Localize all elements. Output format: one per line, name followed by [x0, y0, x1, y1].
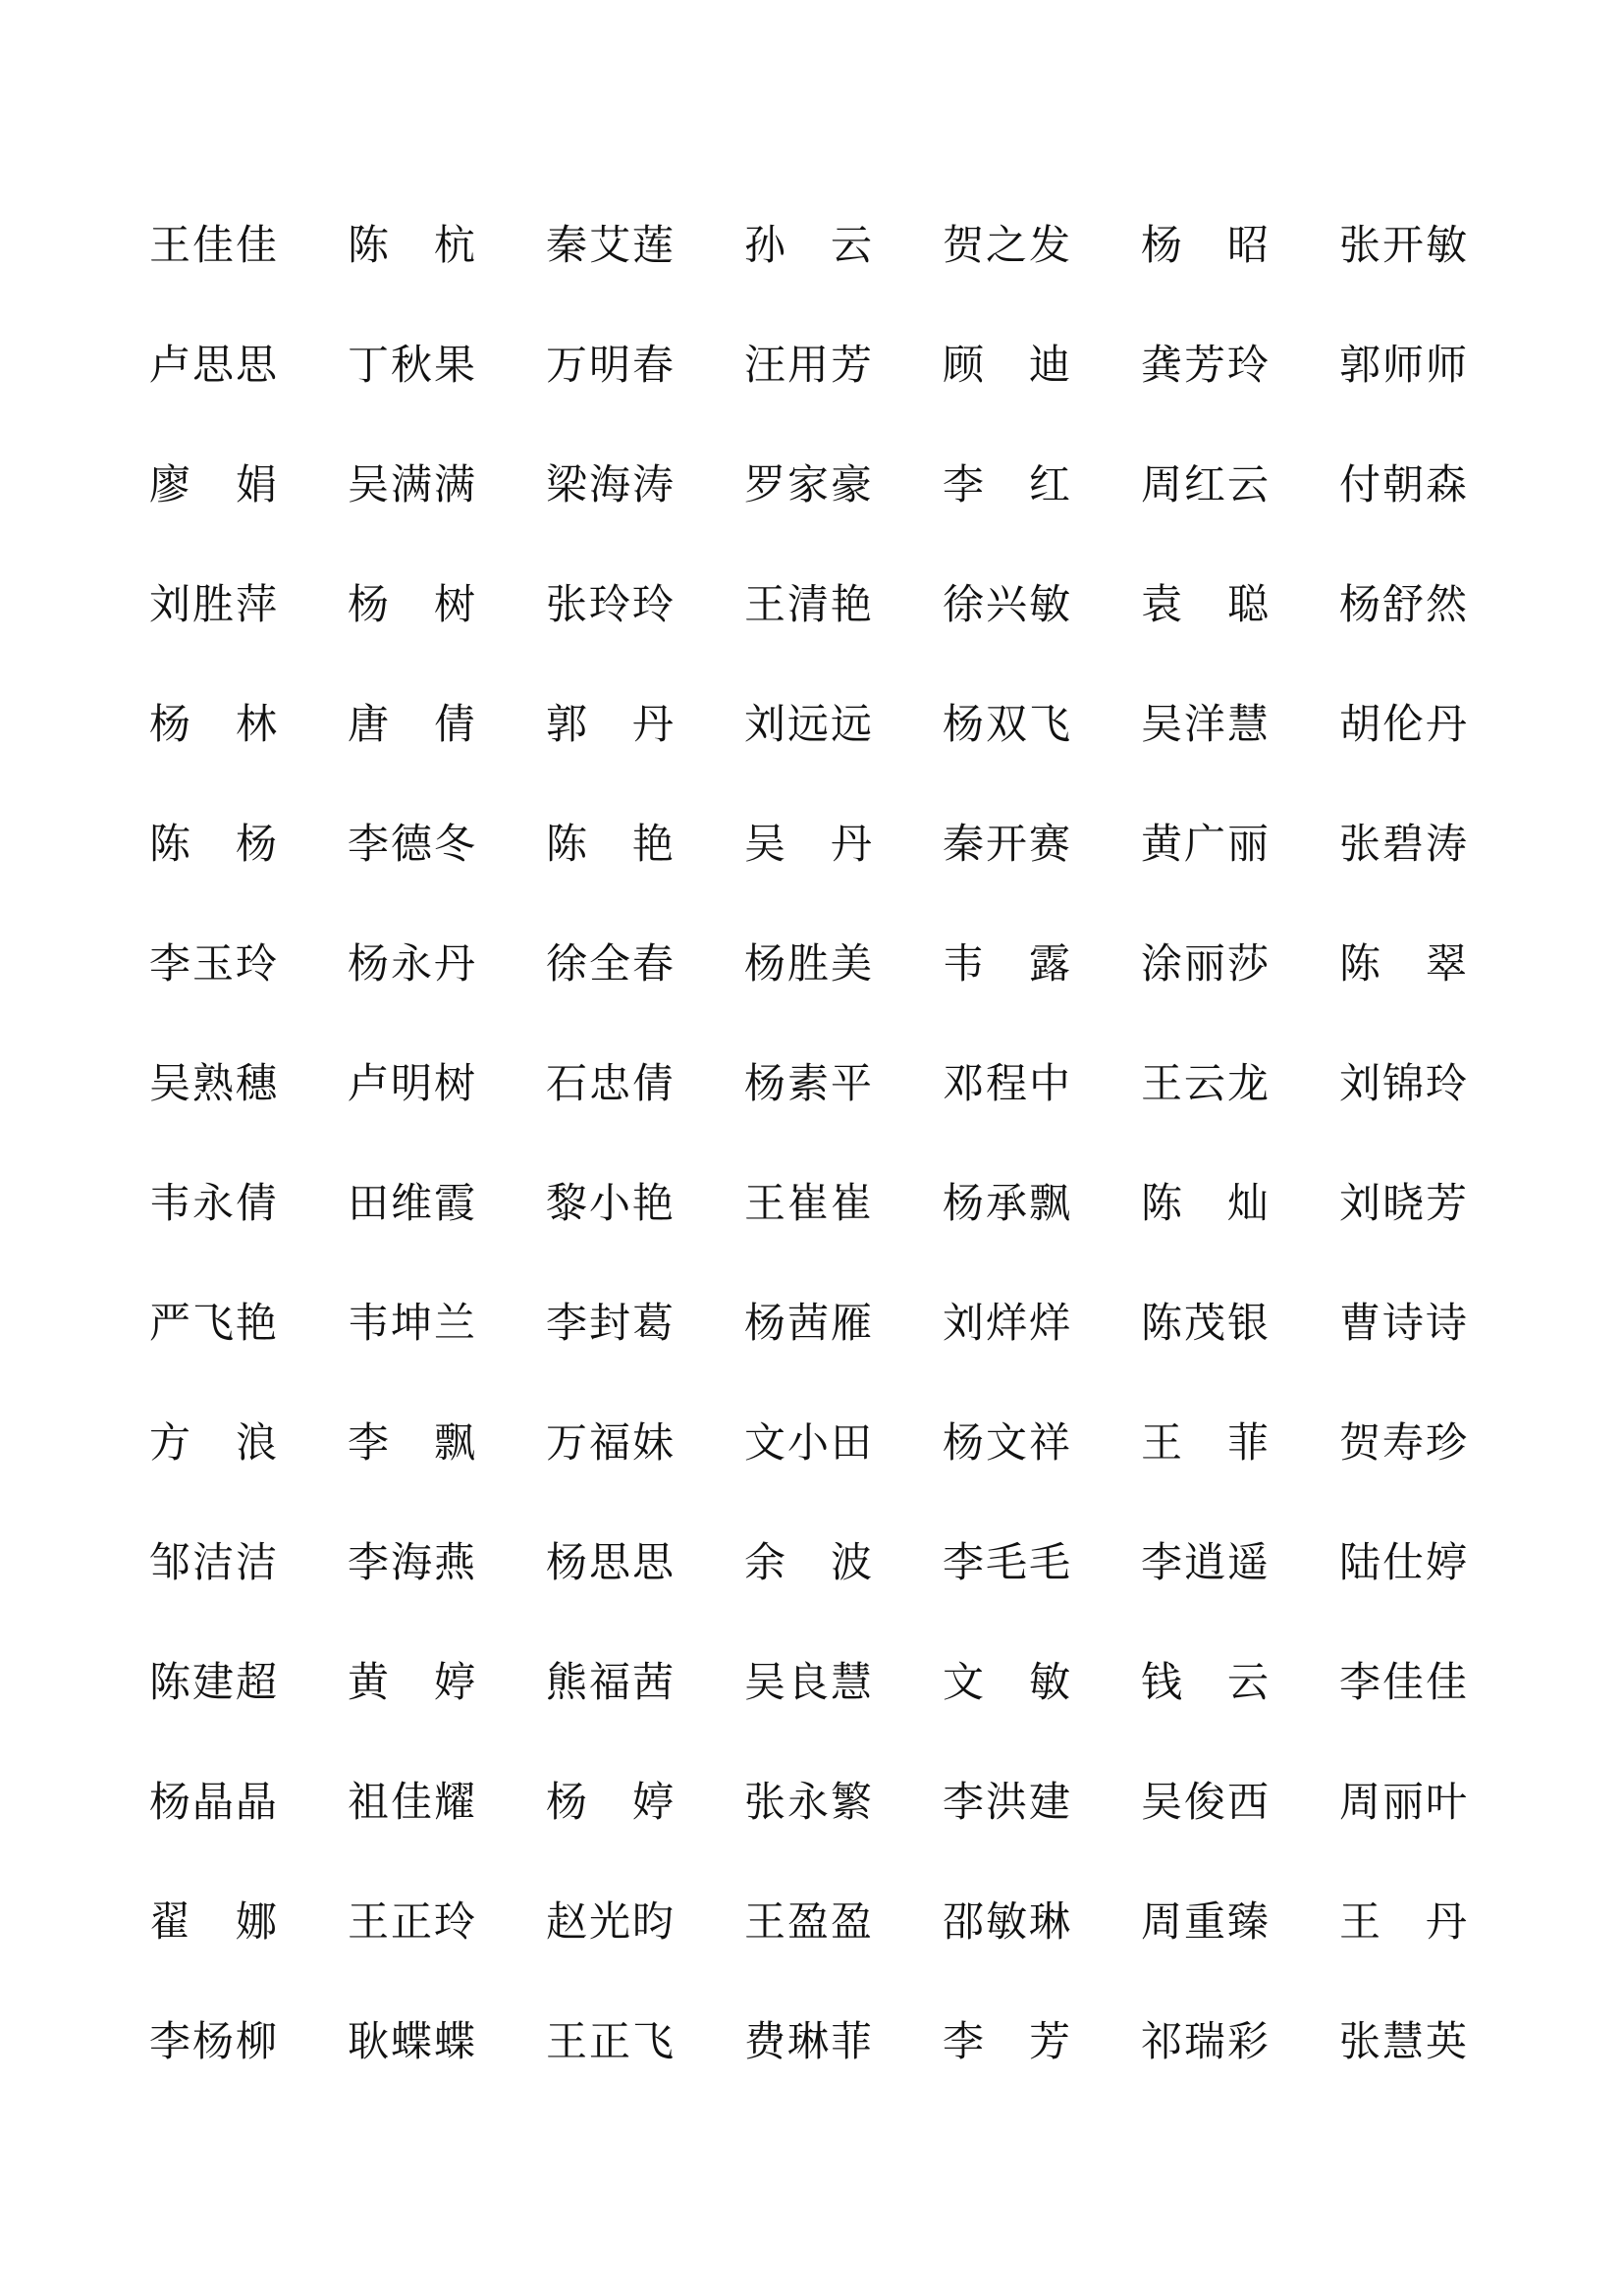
name-cell: 余 波 [744, 1538, 872, 1586]
name-cell: 付朝森 [1339, 460, 1467, 508]
name-cell: 吴良慧 [744, 1658, 872, 1706]
name-cell: 张永繁 [744, 1778, 872, 1826]
name-cell: 杨舒然 [1339, 580, 1467, 628]
name-cell: 韦永倩 [149, 1179, 277, 1227]
name-cell: 费琳菲 [744, 2017, 872, 2065]
name-cell: 梁海涛 [546, 460, 674, 508]
name-cell: 袁 聪 [1141, 580, 1269, 628]
name-cell: 万明春 [546, 341, 674, 389]
names-grid [149, 216, 1485, 2132]
name-cell: 王盈盈 [744, 1897, 872, 1946]
name-cell: 吴 丹 [744, 820, 872, 868]
name-cell: 吴满满 [348, 460, 475, 508]
name-cell: 廖 娟 [149, 460, 277, 508]
name-cell: 王正玲 [348, 1897, 475, 1946]
name-cell: 李洪建 [943, 1778, 1070, 1826]
name-cell: 涂丽莎 [1141, 939, 1269, 988]
name-cell: 刘烊烊 [943, 1299, 1070, 1347]
name-cell: 陆仕婷 [1339, 1538, 1467, 1586]
name-cell: 刘胜萍 [149, 580, 277, 628]
name-cell: 杨文祥 [943, 1418, 1070, 1467]
name-cell: 杨 树 [348, 580, 475, 628]
name-cell: 王清艳 [744, 580, 872, 628]
name-cell: 贺之发 [943, 221, 1070, 269]
name-cell: 汪用芳 [744, 341, 872, 389]
name-cell: 文 敏 [943, 1658, 1070, 1706]
name-cell: 周重臻 [1141, 1897, 1269, 1946]
name-cell: 石忠倩 [546, 1059, 674, 1107]
name-cell: 张开敏 [1339, 221, 1467, 269]
name-cell: 方 浪 [149, 1418, 277, 1467]
name-cell: 丁秋果 [348, 341, 475, 389]
name-cell: 赵光昀 [546, 1897, 674, 1946]
name-cell: 文小田 [744, 1418, 872, 1467]
name-cell: 李 芳 [943, 2017, 1070, 2065]
name-cell: 徐全春 [546, 939, 674, 988]
name-cell: 李海燕 [348, 1538, 475, 1586]
name-cell: 陈建超 [149, 1658, 277, 1706]
name-cell: 顾 迪 [943, 341, 1070, 389]
name-cell: 刘晓芳 [1339, 1179, 1467, 1227]
name-cell: 罗家豪 [744, 460, 872, 508]
name-cell: 王正飞 [546, 2017, 674, 2065]
name-cell: 周红云 [1141, 460, 1269, 508]
name-cell: 吴洋慧 [1141, 700, 1269, 748]
name-cell: 黄广丽 [1141, 820, 1269, 868]
name-cell: 孙 云 [744, 221, 872, 269]
name-cell: 吴俊西 [1141, 1778, 1269, 1826]
name-cell: 邵敏琳 [943, 1897, 1070, 1946]
name-cell: 邹洁洁 [149, 1538, 277, 1586]
name-cell: 杨思思 [546, 1538, 674, 1586]
name-cell: 陈 杨 [149, 820, 277, 868]
name-cell: 陈茂银 [1141, 1299, 1269, 1347]
name-cell: 郭师师 [1339, 341, 1467, 389]
name-cell: 吴熟穗 [149, 1059, 277, 1107]
name-cell: 卢思思 [149, 341, 277, 389]
name-cell: 陈 灿 [1141, 1179, 1269, 1227]
name-cell: 杨 婷 [546, 1778, 674, 1826]
name-cell: 李德冬 [348, 820, 475, 868]
name-cell: 杨 林 [149, 700, 277, 748]
name-cell: 张玲玲 [546, 580, 674, 628]
name-cell: 李封葛 [546, 1299, 674, 1347]
name-cell: 刘远远 [744, 700, 872, 748]
name-cell: 秦艾莲 [546, 221, 674, 269]
name-cell: 钱 云 [1141, 1658, 1269, 1706]
name-cell: 龚芳玲 [1141, 341, 1269, 389]
name-cell: 陈 杭 [348, 221, 475, 269]
name-cell: 田维霞 [348, 1179, 475, 1227]
name-cell: 李佳佳 [1339, 1658, 1467, 1706]
name-cell: 韦 露 [943, 939, 1070, 988]
name-cell: 黎小艳 [546, 1179, 674, 1227]
name-cell: 祁瑞彩 [1141, 2017, 1269, 2065]
name-cell: 李毛毛 [943, 1538, 1070, 1586]
name-cell: 黄 婷 [348, 1658, 475, 1706]
name-cell: 翟 娜 [149, 1897, 277, 1946]
name-cell: 耿蝶蝶 [348, 2017, 475, 2065]
name-cell: 郭 丹 [546, 700, 674, 748]
name-cell: 王佳佳 [149, 221, 277, 269]
name-cell: 李玉玲 [149, 939, 277, 988]
name-cell: 杨 昭 [1141, 221, 1269, 269]
name-cell: 王崔崔 [744, 1179, 872, 1227]
name-cell: 杨晶晶 [149, 1778, 277, 1826]
name-cell: 唐 倩 [348, 700, 475, 748]
name-cell: 严飞艳 [149, 1299, 277, 1347]
name-cell: 张碧涛 [1339, 820, 1467, 868]
name-cell: 胡伦丹 [1339, 700, 1467, 748]
name-cell: 刘锦玲 [1339, 1059, 1467, 1107]
name-cell: 李逍遥 [1141, 1538, 1269, 1586]
name-cell: 邓程中 [943, 1059, 1070, 1107]
name-cell: 熊福茜 [546, 1658, 674, 1706]
name-cell: 周丽叶 [1339, 1778, 1467, 1826]
name-cell: 杨胜美 [744, 939, 872, 988]
name-cell: 杨素平 [744, 1059, 872, 1107]
name-cell: 杨双飞 [943, 700, 1070, 748]
name-cell: 秦开赛 [943, 820, 1070, 868]
name-cell: 贺寿珍 [1339, 1418, 1467, 1467]
name-cell: 徐兴敏 [943, 580, 1070, 628]
name-cell: 王 丹 [1339, 1897, 1467, 1946]
name-cell: 祖佳耀 [348, 1778, 475, 1826]
name-cell: 万福妹 [546, 1418, 674, 1467]
name-cell: 王 菲 [1141, 1418, 1269, 1467]
name-cell: 杨茜雁 [744, 1299, 872, 1347]
name-cell: 陈 翠 [1339, 939, 1467, 988]
name-cell: 陈 艳 [546, 820, 674, 868]
name-cell: 李 红 [943, 460, 1070, 508]
name-cell: 杨永丹 [348, 939, 475, 988]
name-cell: 李 飘 [348, 1418, 475, 1467]
name-cell: 卢明树 [348, 1059, 475, 1107]
name-cell: 杨承飘 [943, 1179, 1070, 1227]
name-cell: 韦坤兰 [348, 1299, 475, 1347]
name-cell: 王云龙 [1141, 1059, 1269, 1107]
name-cell: 曹诗诗 [1339, 1299, 1467, 1347]
name-cell: 李杨柳 [149, 2017, 277, 2065]
name-cell: 张慧英 [1339, 2017, 1467, 2065]
